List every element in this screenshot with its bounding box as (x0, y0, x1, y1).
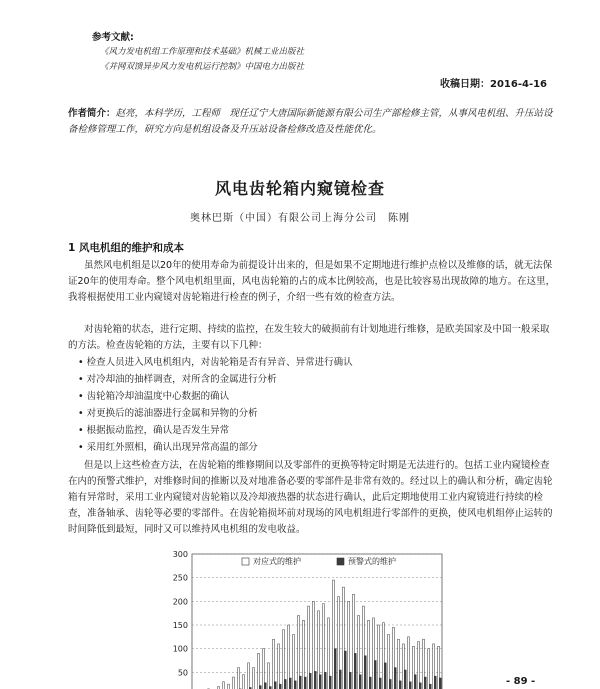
bar-predictive (344, 651, 346, 689)
bar-reactive (223, 682, 225, 689)
legend-swatch (337, 558, 344, 565)
bar-reactive (263, 649, 265, 689)
maintenance-chart (160, 546, 450, 689)
bar-reactive (268, 663, 270, 689)
bar-reactive (293, 634, 295, 689)
bar-predictive (349, 672, 351, 689)
bar-predictive (314, 671, 316, 689)
bar-predictive (439, 678, 441, 689)
paragraph: 对齿轮箱的状态，进行定期、持续的监控，在发生较大的破损前有计划地进行维修，是欧美国家及中国一般采取的方法。检查齿轮箱的方法，主要有以下几种： (68, 324, 550, 351)
bar-reactive (288, 625, 290, 689)
bar-reactive (308, 606, 310, 689)
bar-reactive (338, 597, 340, 689)
bar-reactive (368, 620, 370, 689)
bar-reactive (283, 630, 285, 689)
list-item: • 齿轮箱冷却油温度中心数据的确认 (78, 388, 558, 405)
bar-predictive (309, 673, 311, 689)
received-date: 收稿日期：2016-4-16 (440, 79, 548, 90)
bar-reactive (333, 580, 335, 689)
bar-predictive (274, 682, 276, 689)
bar-reactive (228, 684, 230, 689)
reference-item: 《风力发电机组工作原理和技术基础》机械工业出版社 (100, 47, 305, 57)
y-tick-label: 100 (172, 644, 188, 654)
paragraph: 虽然风电机组是以20年的使用寿命为前提设计出来的，但是如果不定期地进行维护点检以及维修的话，就无法保证20年的使用寿命。整个风电机组里面，风电齿轮箱的占的成本比例较高，也是比较容易出现故障的地方。在这里，我将根据使用工业内窥镜对齿轮箱进行检查的例子，介绍一些有效的检查方法。 (68, 260, 556, 303)
bar-reactive (278, 644, 280, 689)
bar-reactive (258, 653, 260, 689)
references-heading: 参考文献: (92, 32, 134, 43)
list-item: • 对更换后的滤油器进行金属和异物的分析 (78, 405, 558, 422)
bar-predictive (339, 670, 341, 689)
y-tick-label: 300 (172, 550, 188, 559)
chart-y-ticks (173, 550, 188, 689)
bar-reactive (248, 663, 250, 689)
bar-predictive (259, 686, 261, 689)
bar-predictive (379, 678, 381, 689)
bar-predictive (369, 677, 371, 689)
bar-predictive (434, 676, 436, 689)
bar-predictive (384, 663, 386, 689)
legend-label: 对应式的维护 (253, 557, 301, 566)
bar-predictive (289, 678, 291, 689)
bar-reactive (273, 639, 275, 689)
y-tick-label: 200 (172, 597, 188, 607)
bar-reactive (398, 639, 400, 689)
bar-predictive (409, 682, 411, 689)
bar-predictive (304, 677, 306, 689)
bar-reactive (423, 639, 425, 689)
bar-reactive (363, 606, 365, 689)
bar-predictive (359, 675, 361, 689)
bar-reactive (413, 646, 415, 689)
bar-predictive (374, 661, 376, 689)
article-author: 奥林巴斯（中国）有限公司上海分公司 陈刚 (190, 213, 410, 224)
author-bio-text: 赵亮，本科学历，工程师 现任辽宁大唐国际新能源有限公司生产部检修主管，从事风电机组、升压站设备检修管理工作，研究方向是机组设备及升压站设备检修改造及性能优化。 (68, 108, 553, 135)
bar-reactive (298, 616, 300, 689)
bar-predictive (394, 668, 396, 689)
bar-reactive (383, 623, 385, 689)
bar-predictive (334, 649, 336, 689)
bar-predictive (399, 681, 401, 689)
references (92, 30, 562, 75)
bar-reactive (373, 618, 375, 689)
reference-item: 《并网双馈异步风力发电机运行控制》中国电力出版社 (100, 62, 305, 72)
bar-reactive (303, 620, 305, 689)
bar-predictive (414, 675, 416, 689)
author-bio-label: 作者简介： (68, 108, 116, 119)
y-tick-label: 150 (172, 621, 188, 630)
bar-reactive (238, 668, 240, 689)
bar-predictive (404, 670, 406, 689)
chart-bars (193, 580, 442, 689)
y-tick-label: 50 (177, 668, 188, 678)
bar-predictive (389, 679, 391, 689)
bar-reactive (403, 644, 405, 689)
bar-reactive (358, 616, 360, 689)
bar-reactive (328, 618, 330, 689)
author-bio (68, 106, 558, 138)
bar-reactive (378, 625, 380, 689)
bar-predictive (419, 683, 421, 689)
bar-predictive (364, 656, 366, 689)
bar-reactive (348, 601, 350, 689)
bar-predictive (354, 653, 356, 689)
bar-predictive (284, 679, 286, 689)
list-item: • 根据振动监控，确认是否发生异常 (78, 422, 558, 439)
legend-label: 预警式的维护 (348, 557, 396, 566)
list-item: • 采用红外照相，确认出现异常高温的部分 (78, 439, 558, 456)
page-number: - 89 - (506, 676, 536, 687)
bar-reactive (353, 594, 355, 689)
bar-reactive (428, 649, 430, 689)
bar-reactive (323, 604, 325, 689)
bar-reactive (233, 677, 235, 689)
bar-reactive (438, 646, 440, 689)
bar-reactive (243, 675, 245, 689)
section-heading: 1 风电机组的维护和成本 (68, 242, 184, 254)
bar-reactive (408, 637, 410, 689)
article-title: 风电齿轮箱内窥镜检查 (214, 179, 385, 198)
legend-swatch (242, 558, 249, 565)
paragraph: 但是以上这些检查方法，在齿轮箱的维修期间以及零部件的更换等特定时期是无法进行的。包括工业内窥镜检查在内的预警式维护，对维修时间的推断以及对地准备必要的零部件是非常有效的。经过以上的确认和分析，确定齿轮箱有异常时，采用工业内窥镜对齿轮箱以及冷却液热器的状态进行确认，此后定期地使用工业内窥镜进行持续的检查，准备轴承、齿轮等必要的零部件。在齿轮箱损坏前对现场的风电机组进行零部件的更换，使风电机组停止运转的时间降低到最短，同时又可以维持风电机组的发电收益。 (68, 460, 553, 535)
list-item: • 对冷却油的抽样调查，对所含的金属进行分析 (78, 371, 558, 388)
bar-reactive (253, 668, 255, 689)
bar-predictive (299, 676, 301, 689)
list-item: • 检查人员进入风电机组内，对齿轮箱是否有异音、异常进行确认 (78, 354, 558, 371)
bar-predictive (329, 676, 331, 689)
bar-reactive (418, 642, 420, 689)
bar-predictive (424, 677, 426, 689)
bar-reactive (318, 611, 320, 689)
bar-reactive (388, 634, 390, 689)
bar-reactive (313, 601, 315, 689)
bar-predictive (324, 672, 326, 689)
bar-predictive (319, 675, 321, 689)
bar-reactive (393, 627, 395, 689)
y-tick-label: 250 (172, 573, 188, 583)
check-method-list (78, 354, 558, 456)
bar-predictive (294, 681, 296, 689)
bar-reactive (433, 644, 435, 689)
bar-reactive (343, 587, 345, 689)
chart-legend (242, 556, 396, 566)
bar-predictive (279, 684, 281, 689)
bar-predictive (429, 684, 431, 689)
bar-predictive (264, 683, 266, 689)
